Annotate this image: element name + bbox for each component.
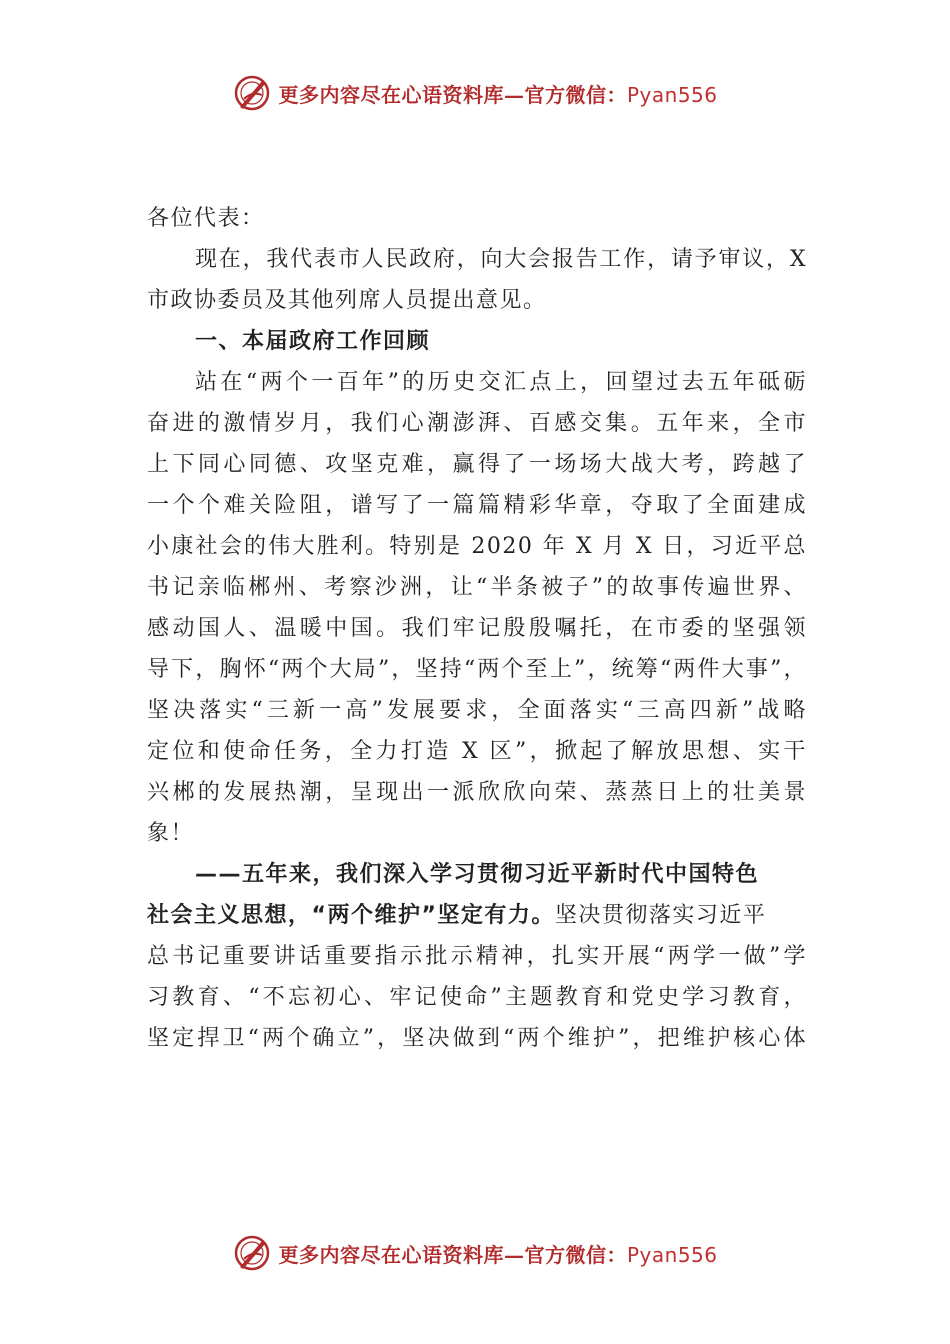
document-body <box>147 198 807 1059</box>
paragraph-line: 总书记重要讲话重要指示批示精神，扎实开展“两学一做”学 <box>147 944 807 969</box>
paragraph-text: 坚决贯彻落实习近平 <box>554 903 767 928</box>
banner-text: 更多内容尽在心语资料库—官方微信：Pyan556 <box>278 1242 718 1267</box>
paragraph-line: 坚定捍卫“两个确立”，坚决做到“两个维护”，把维护核心体 <box>147 1026 807 1051</box>
paragraph-line: 导下，胸怀“两个大局”，坚持“两个至上”，统筹“两件大事”， <box>147 657 807 682</box>
footer-banner <box>0 1228 950 1278</box>
paragraph-bold-line: ——五年来，我们深入学习贯彻习近平新时代中国特色 <box>195 862 760 887</box>
pen-circle-icon <box>232 1233 272 1273</box>
paragraph-line: 奋进的激情岁月，我们心潮澎湃、百感交集。五年来，全市 <box>147 411 807 436</box>
paragraph-line: 上下同心同德、攻坚克难，赢得了一场场大战大考，跨越了 <box>147 452 807 477</box>
header-banner <box>0 68 950 118</box>
paragraph-line: 兴郴的发展热潮，呈现出一派欣欣向荣、蒸蒸日上的壮美景 <box>147 780 807 805</box>
paragraph-line: 坚决落实“三新一高”发展要求，全面落实“三高四新”战略 <box>147 698 807 723</box>
paragraph-line: 感动国人、温暖中国。我们牢记殷殷嘱托，在市委的坚强领 <box>147 616 807 641</box>
banner-text: 更多内容尽在心语资料库—官方微信：Pyan556 <box>278 82 718 107</box>
intro-line: 现在，我代表市人民政府，向大会报告工作，请予审议，X <box>195 247 807 272</box>
paragraph-line: 象！ <box>147 821 195 846</box>
salutation: 各位代表： <box>147 206 265 231</box>
paragraph-mixed-line <box>147 895 807 936</box>
pen-circle-icon <box>232 73 272 113</box>
paragraph-line: 小康社会的伟大胜利。特别是 2020 年 X 月 X 日，习近平总 <box>147 534 807 559</box>
paragraph-line: 定位和使命任务，全力打造 X 区”，掀起了解放思想、实干 <box>147 739 807 764</box>
banner-wechat-id: Pyan556 <box>626 82 718 107</box>
banner-wechat-id: Pyan556 <box>626 1242 718 1267</box>
paragraph-line: 站在“两个一百年”的历史交汇点上，回望过去五年砥砺 <box>195 370 807 395</box>
section-title: 一、本届政府工作回顾 <box>195 329 431 354</box>
paragraph-line: 习教育、“不忘初心、牢记使命”主题教育和党史学习教育， <box>147 985 807 1010</box>
intro-line: 市政协委员及其他列席人员提出意见。 <box>147 288 547 313</box>
paragraph-line: 书记亲临郴州、考察沙洲，让“半条被子”的故事传遍世界、 <box>147 575 807 600</box>
bold-lead: 社会主义思想，“两个维护”坚定有力。 <box>147 903 555 928</box>
paragraph-line: 一个个难关险阻，谱写了一篇篇精彩华章，夺取了全面建成 <box>147 493 807 518</box>
